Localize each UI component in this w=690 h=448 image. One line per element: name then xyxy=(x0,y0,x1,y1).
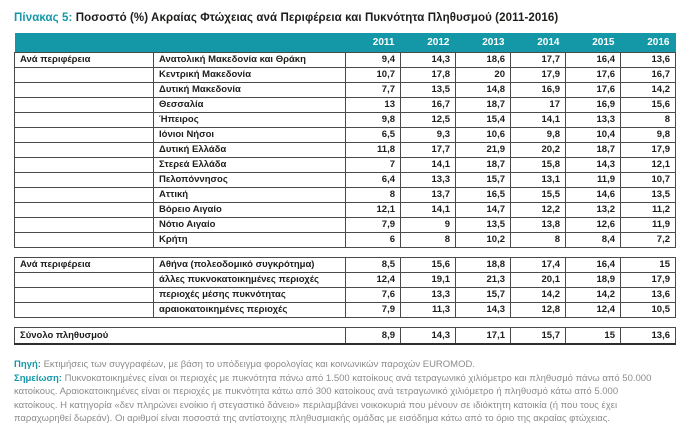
group-label-cell xyxy=(15,98,154,113)
table-row xyxy=(15,273,676,288)
total-value-cell: 17,1 xyxy=(456,328,511,345)
value-cell: 15,4 xyxy=(456,113,511,128)
value-cell: 13 xyxy=(346,98,401,113)
value-cell: 11,9 xyxy=(621,218,676,233)
group-label-cell: Ανά περιφέρεια xyxy=(15,258,154,273)
value-cell: 21,3 xyxy=(456,273,511,288)
value-cell: 10,7 xyxy=(621,173,676,188)
value-cell: 14,2 xyxy=(621,83,676,98)
category-cell: Δυτική Μακεδονία xyxy=(154,83,346,98)
value-cell: 12,8 xyxy=(511,303,566,318)
value-cell: 14,1 xyxy=(511,113,566,128)
value-cell: 8 xyxy=(346,188,401,203)
value-cell: 17,9 xyxy=(621,273,676,288)
category-cell: Κεντρική Μακεδονία xyxy=(154,68,346,83)
year-header: 2011 xyxy=(346,33,401,53)
total-value-cell: 15,7 xyxy=(511,328,566,345)
poverty-table xyxy=(14,33,676,345)
value-cell: 14,2 xyxy=(511,288,566,303)
value-cell: 11,2 xyxy=(621,203,676,218)
value-cell: 17 xyxy=(511,98,566,113)
category-cell: Δυτική Ελλάδα xyxy=(154,143,346,158)
value-cell: 9,8 xyxy=(621,128,676,143)
group-label-cell xyxy=(15,288,154,303)
value-cell: 20,1 xyxy=(511,273,566,288)
value-cell: 18,7 xyxy=(456,98,511,113)
group-label-cell xyxy=(15,128,154,143)
value-cell: 18,9 xyxy=(566,273,621,288)
value-cell: 16,9 xyxy=(566,98,621,113)
value-cell: 6,5 xyxy=(346,128,401,143)
value-cell: 17,4 xyxy=(511,258,566,273)
value-cell: 9,4 xyxy=(346,53,401,68)
value-cell: 11,3 xyxy=(401,303,456,318)
value-cell: 14,2 xyxy=(566,288,621,303)
value-cell: 16,7 xyxy=(401,98,456,113)
category-cell: άλλες πυκνοκατοικημένες περιοχές xyxy=(154,273,346,288)
section-gap xyxy=(15,318,676,328)
section-gap-cell xyxy=(15,318,676,328)
total-label-cell: Σύνολο πληθυσμού xyxy=(15,328,346,345)
source-label: Πηγή: xyxy=(14,359,41,370)
total-value-cell: 15 xyxy=(566,328,621,345)
value-cell: 13,5 xyxy=(621,188,676,203)
value-cell: 17,9 xyxy=(511,68,566,83)
value-cell: 16,4 xyxy=(566,53,621,68)
value-cell: 7,9 xyxy=(346,218,401,233)
value-cell: 16,7 xyxy=(621,68,676,83)
value-cell: 18,6 xyxy=(456,53,511,68)
group-label-cell xyxy=(15,143,154,158)
section-gap-cell xyxy=(15,248,676,258)
table-row xyxy=(15,113,676,128)
category-cell: αραιοκατοικημένες περιοχές xyxy=(154,303,346,318)
group-label-cell xyxy=(15,218,154,233)
value-cell: 13,1 xyxy=(511,173,566,188)
value-cell: 16,9 xyxy=(511,83,566,98)
year-header: 2015 xyxy=(566,33,621,53)
value-cell: 16,4 xyxy=(566,258,621,273)
header-category-cell xyxy=(154,33,346,53)
table-header-row xyxy=(15,33,676,53)
value-cell: 13,5 xyxy=(456,218,511,233)
year-header: 2016 xyxy=(621,33,676,53)
table-row xyxy=(15,83,676,98)
value-cell: 14,7 xyxy=(456,203,511,218)
table-row xyxy=(15,233,676,248)
value-cell: 9,8 xyxy=(511,128,566,143)
value-cell: 12,4 xyxy=(346,273,401,288)
value-cell: 17,7 xyxy=(401,143,456,158)
table-footnotes xyxy=(14,358,662,426)
table-row xyxy=(15,258,676,273)
table-row xyxy=(15,303,676,318)
total-value-cell: 8,9 xyxy=(346,328,401,345)
category-cell: Ανατολική Μακεδονία και Θράκη xyxy=(154,53,346,68)
category-cell: Κρήτη xyxy=(154,233,346,248)
value-cell: 14,6 xyxy=(566,188,621,203)
value-cell: 14,8 xyxy=(456,83,511,98)
group-label-cell xyxy=(15,303,154,318)
value-cell: 12,1 xyxy=(346,203,401,218)
value-cell: 18,7 xyxy=(566,143,621,158)
value-cell: 17,6 xyxy=(566,83,621,98)
section-gap xyxy=(15,248,676,258)
table-row xyxy=(15,218,676,233)
note-label: Σημείωση: xyxy=(14,372,62,384)
value-cell: 8,4 xyxy=(566,233,621,248)
category-cell: Αττική xyxy=(154,188,346,203)
value-cell: 21,9 xyxy=(456,143,511,158)
value-cell: 12,5 xyxy=(401,113,456,128)
category-cell: Πελοπόννησος xyxy=(154,173,346,188)
value-cell: 14,3 xyxy=(566,158,621,173)
value-cell: 17,6 xyxy=(566,68,621,83)
category-cell: Αθήνα (πολεοδομικό συγκρότημα) xyxy=(154,258,346,273)
value-cell: 10,5 xyxy=(621,303,676,318)
value-cell: 12,6 xyxy=(566,218,621,233)
table-row xyxy=(15,188,676,203)
source-note xyxy=(14,358,662,372)
value-cell: 9,8 xyxy=(346,113,401,128)
group-label-cell xyxy=(15,68,154,83)
category-cell: Θεσσαλία xyxy=(154,98,346,113)
value-cell: 11,9 xyxy=(566,173,621,188)
category-cell: Ιόνιοι Νήσοι xyxy=(154,128,346,143)
value-cell: 15,5 xyxy=(511,188,566,203)
value-cell: 19,1 xyxy=(401,273,456,288)
value-cell: 13,2 xyxy=(566,203,621,218)
value-cell: 8 xyxy=(621,113,676,128)
group-label-cell xyxy=(15,203,154,218)
category-cell: Ήπειρος xyxy=(154,113,346,128)
group-label-cell xyxy=(15,158,154,173)
total-row xyxy=(15,328,676,345)
table-row xyxy=(15,128,676,143)
value-cell: 13,6 xyxy=(621,53,676,68)
value-cell: 10,4 xyxy=(566,128,621,143)
value-cell: 17,7 xyxy=(511,53,566,68)
value-cell: 15,6 xyxy=(401,258,456,273)
value-cell: 15,7 xyxy=(456,173,511,188)
value-cell: 12,1 xyxy=(621,158,676,173)
value-cell: 18,8 xyxy=(456,258,511,273)
value-cell: 8 xyxy=(401,233,456,248)
year-header: 2013 xyxy=(456,33,511,53)
value-cell: 15 xyxy=(621,258,676,273)
group-label-cell: Ανά περιφέρεια xyxy=(15,53,154,68)
value-cell: 7,6 xyxy=(346,288,401,303)
value-cell: 7,9 xyxy=(346,303,401,318)
value-cell: 17,8 xyxy=(401,68,456,83)
methodology-note xyxy=(14,372,662,426)
table-title-text: Ποσοστό (%) Ακραίας Φτώχειας ανά Περιφέρεια και Πυκνότητα Πληθυσμού (2011-2016) xyxy=(75,12,559,24)
table-row xyxy=(15,173,676,188)
source-text: Εκτιμήσεις των συγγραφέων, με βάση το υπόδειγμα φορολογίας και κοινωνικών παροχών EUROMOD. xyxy=(43,359,475,370)
value-cell: 20,2 xyxy=(511,143,566,158)
value-cell: 13,7 xyxy=(401,188,456,203)
value-cell: 9,3 xyxy=(401,128,456,143)
group-label-cell xyxy=(15,233,154,248)
value-cell: 16,5 xyxy=(456,188,511,203)
table-row xyxy=(15,288,676,303)
value-cell: 15,7 xyxy=(456,288,511,303)
value-cell: 8 xyxy=(511,233,566,248)
table-row xyxy=(15,98,676,113)
value-cell: 15,8 xyxy=(511,158,566,173)
value-cell: 14,1 xyxy=(401,203,456,218)
total-value-cell: 13,6 xyxy=(621,328,676,345)
value-cell: 10,6 xyxy=(456,128,511,143)
note-text: Πυκνοκατοικημένες είναι οι περιοχές με πυκνότητα πάνω από 1.500 κατοίκους ανά τετραγωνικό χιλιόμετρο και πληθυσμό πάνω από 50.000 κατοίκους. Αραιοκατοικημένες είναι οι περιοχές με πυκνότητα κάτω από 300 κατοίκους ανά τετραγωνικό χιλιόμετρο ή πληθυσμό κάτω από 5.000 κατοίκους. Η κατηγορία «δεν πληρώνει ενοίκιο ή στεγαστικό δάνειο» περιλαμβάνει νοικοκυριά που μένουν σε ιδιόκτητη κατοικία (ή που τους έχει παραχωρηθεί δωρεάν). Οι αριθμοί είναι ποσοστά της αντίστοιχης πληθυσμιακής ομάδας με εισόδημα κάτω από το όριο της ακραίας φτώχειας. xyxy=(14,372,652,424)
category-cell: Νότιο Αιγαίο xyxy=(154,218,346,233)
table-row xyxy=(15,53,676,68)
value-cell: 17,9 xyxy=(621,143,676,158)
group-label-cell xyxy=(15,83,154,98)
group-label-cell xyxy=(15,113,154,128)
table-row xyxy=(15,143,676,158)
value-cell: 14,1 xyxy=(401,158,456,173)
value-cell: 8,5 xyxy=(346,258,401,273)
value-cell: 9 xyxy=(401,218,456,233)
value-cell: 13,3 xyxy=(401,288,456,303)
table-row xyxy=(15,203,676,218)
value-cell: 13,3 xyxy=(401,173,456,188)
value-cell: 6 xyxy=(346,233,401,248)
value-cell: 10,2 xyxy=(456,233,511,248)
group-label-cell xyxy=(15,173,154,188)
value-cell: 14,3 xyxy=(456,303,511,318)
value-cell: 14,3 xyxy=(401,53,456,68)
value-cell: 11,8 xyxy=(346,143,401,158)
value-cell: 12,4 xyxy=(566,303,621,318)
category-cell: Βόρειο Αιγαίο xyxy=(154,203,346,218)
value-cell: 13,8 xyxy=(511,218,566,233)
category-cell: περιοχές μέσης πυκνότητας xyxy=(154,288,346,303)
year-header: 2012 xyxy=(401,33,456,53)
group-label-cell xyxy=(15,188,154,203)
value-cell: 20 xyxy=(456,68,511,83)
table-number-label: Πίνακας 5: xyxy=(14,12,73,24)
table-row xyxy=(15,68,676,83)
value-cell: 15,6 xyxy=(621,98,676,113)
value-cell: 13,6 xyxy=(621,288,676,303)
year-header: 2014 xyxy=(511,33,566,53)
value-cell: 7,7 xyxy=(346,83,401,98)
group-label-cell xyxy=(15,273,154,288)
value-cell: 13,5 xyxy=(401,83,456,98)
header-group-cell xyxy=(15,33,154,53)
value-cell: 7,2 xyxy=(621,233,676,248)
value-cell: 18,7 xyxy=(456,158,511,173)
table-row xyxy=(15,158,676,173)
value-cell: 7 xyxy=(346,158,401,173)
value-cell: 6,4 xyxy=(346,173,401,188)
value-cell: 13,3 xyxy=(566,113,621,128)
value-cell: 12,2 xyxy=(511,203,566,218)
total-value-cell: 14,3 xyxy=(401,328,456,345)
category-cell: Στερεά Ελλάδα xyxy=(154,158,346,173)
table-title xyxy=(14,12,676,24)
value-cell: 10,7 xyxy=(346,68,401,83)
